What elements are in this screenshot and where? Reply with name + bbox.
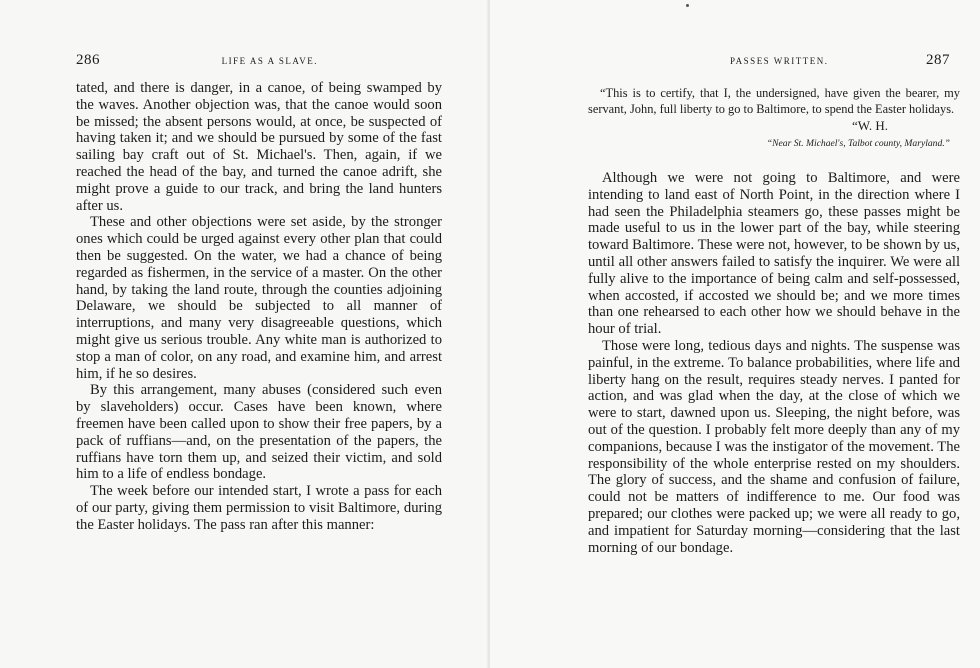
right-page-header [730,52,950,69]
left-page-number: 286 [76,52,100,68]
left-page [0,0,488,668]
left-paragraph: tated, and there is danger, in a canoe, of being swamped by the waves. Another objection was, that the canoe would soon be missed; the absent persons would, at once, be suspected of having taken it; and we should be pursued by some of the fast sailing bay craft out of St. Michael's. Then, again, if we reached the head of the bay, and turned the canoe adrift, she might prove a guide to our track, and bring the land hunters after us. [76,80,442,214]
pass-text: “This is to certify, that I, the undersigned, have given the bearer, my servant, John, full liberty to go to Baltimore, to spend the Easter holidays. [588,86,960,116]
pass-place: “Near St. Michael's, Talbot county, Maryland.” [766,137,950,149]
right-running-head: PASSES WRITTEN. [730,56,829,66]
right-page-number: 287 [926,52,950,68]
scan-speck [686,4,689,7]
left-paragraph: By this arrangement, many abuses (considered such even by slaveholders) occur. Cases have been known, where freemen have been called upon to show their free papers, by a pack of ruffians—and, on the presentation of the papers, the ruffians have torn them up, and seized their victim, and sold him to a life of endless bondage. [76,382,442,483]
left-paragraph: The week before our intended start, I wrote a pass for each of our party, giving them permission to visit Baltimore, during the Easter holidays. The pass ran after this manner: [76,483,442,533]
right-page-body [588,170,960,556]
left-page-header [76,52,318,69]
right-paragraph: Although we were not going to Baltimore, and were intending to land east of North Point, in the direction where I had seen the Philadelphia steamers go, these passes might be made useful to us in the lower part of the bay, while steering toward Baltimore. These were not, however, to be shown by us, until all other answers failed to satisfy the inquirer. We were all fully alive to the importance of being calm and self-possessed, when accosted, if accosted we should be; and we more times than one rehearsed to each other how we should behave in the hour of trial. [588,170,961,338]
left-running-head: LIFE AS A SLAVE. [221,56,318,66]
pass-quotation [588,86,960,151]
pass-signature: “W. H. [852,118,888,134]
right-paragraph: Those were long, tedious days and nights. The suspense was painful, in the extreme. To balance probabilities, where life and liberty hang on the result, requires steady nerves. I panted for action, and was glad when the day, at the close of which we were to start, dawned upon us. Sleeping, the night before, was out of the question. I probably felt more deeply than any of my companions, because I was the instigator of the movement. The responsibility of the whole enterprise rested on my shoulders. The glory of success, and the shame and confusion of failure, could not be matters of indifference to me. Our food was prepared; our clothes were packed up; we were all ready to go, and impatient for Saturday morning—considering that the last morning of our bondage. [588,337,960,556]
left-paragraph: These and other objections were set aside, by the stronger ones which could be urged against every other plan that could then be suggested. On the water, we had a chance of being regarded as fishermen, in the service of a master. On the other hand, by taking the land route, through the counties adjoining Delaware, we should be subjected to all manner of interruptions, and many very disagreeable questions, which might give us serious trouble. Any white man is authorized to stop a man of color, on any road, and examine him, and arrest him, if he so desires. [76,214,442,382]
right-page [490,0,980,668]
left-page-body [76,80,442,534]
